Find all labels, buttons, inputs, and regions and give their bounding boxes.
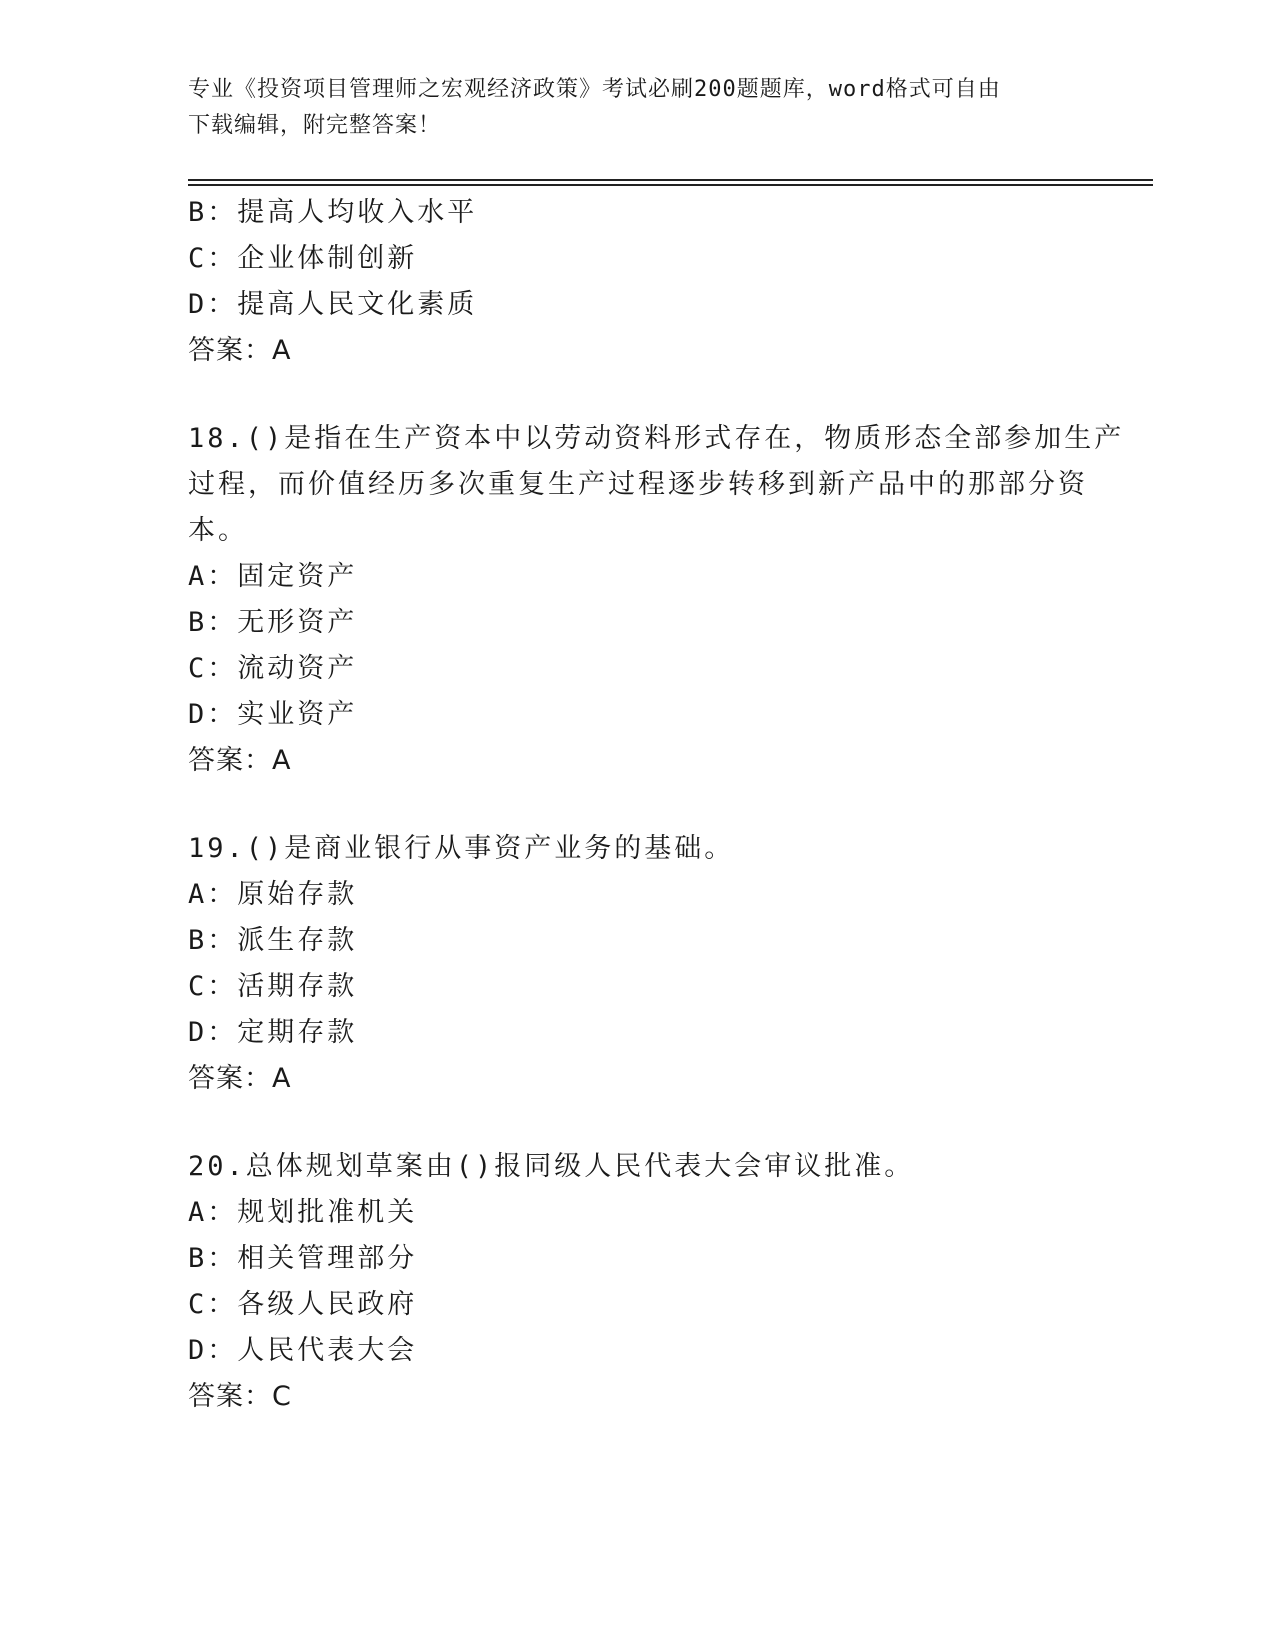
option-c: C：各级人民政府	[188, 1289, 418, 1320]
option-b: B：相关管理部分	[188, 1243, 418, 1274]
option-d: D：人民代表大会	[188, 1335, 418, 1366]
option-b: B：派生存款	[188, 925, 358, 956]
option-a: A：原始存款	[188, 879, 358, 910]
answer-line: 答案：A	[188, 745, 292, 776]
header-note-line-2: 下载编辑，附完整答案！	[188, 113, 442, 138]
option-a: A：规划批准机关	[188, 1197, 418, 1228]
option-d: D：提高人民文化素质	[188, 289, 478, 320]
header-divider-top	[188, 179, 1153, 181]
question-19	[188, 826, 1088, 1102]
option-c: C：流动资产	[188, 653, 358, 684]
answer-line: 答案：A	[188, 335, 292, 366]
question-stem-line-2: 过程，而价值经历多次重复生产过程逐步转移到新产品中的那部分资	[188, 469, 1088, 500]
question-stem-line-3: 本。	[188, 515, 248, 546]
question-stem-line-1: 18.()是指在生产资本中以劳动资料形式存在，物质形态全部参加生产	[188, 423, 1125, 454]
option-c: C：企业体制创新	[188, 243, 418, 274]
question-18	[188, 416, 1125, 784]
question-list	[188, 190, 1125, 1420]
option-b: B：提高人均收入水平	[188, 197, 478, 228]
question-17-tail	[188, 190, 1088, 374]
header-note-line-1: 专业《投资项目管理师之宏观经济政策》考试必刷200题题库，word格式可自由	[188, 77, 1001, 102]
option-d: D：定期存款	[188, 1017, 358, 1048]
option-d: D：实业资产	[188, 699, 358, 730]
answer-line: 答案：A	[188, 1063, 292, 1094]
answer-line: 答案：C	[188, 1381, 292, 1412]
option-b: B：无形资产	[188, 607, 358, 638]
question-stem: 19.()是商业银行从事资产业务的基础。	[188, 833, 735, 864]
question-20	[188, 1144, 1088, 1420]
question-stem: 20.总体规划草案由()报同级人民代表大会审议批准。	[188, 1151, 915, 1182]
header-divider-bottom	[188, 184, 1153, 186]
document-header-note	[188, 72, 1068, 144]
option-c: C：活期存款	[188, 971, 358, 1002]
option-a: A：固定资产	[188, 561, 358, 592]
